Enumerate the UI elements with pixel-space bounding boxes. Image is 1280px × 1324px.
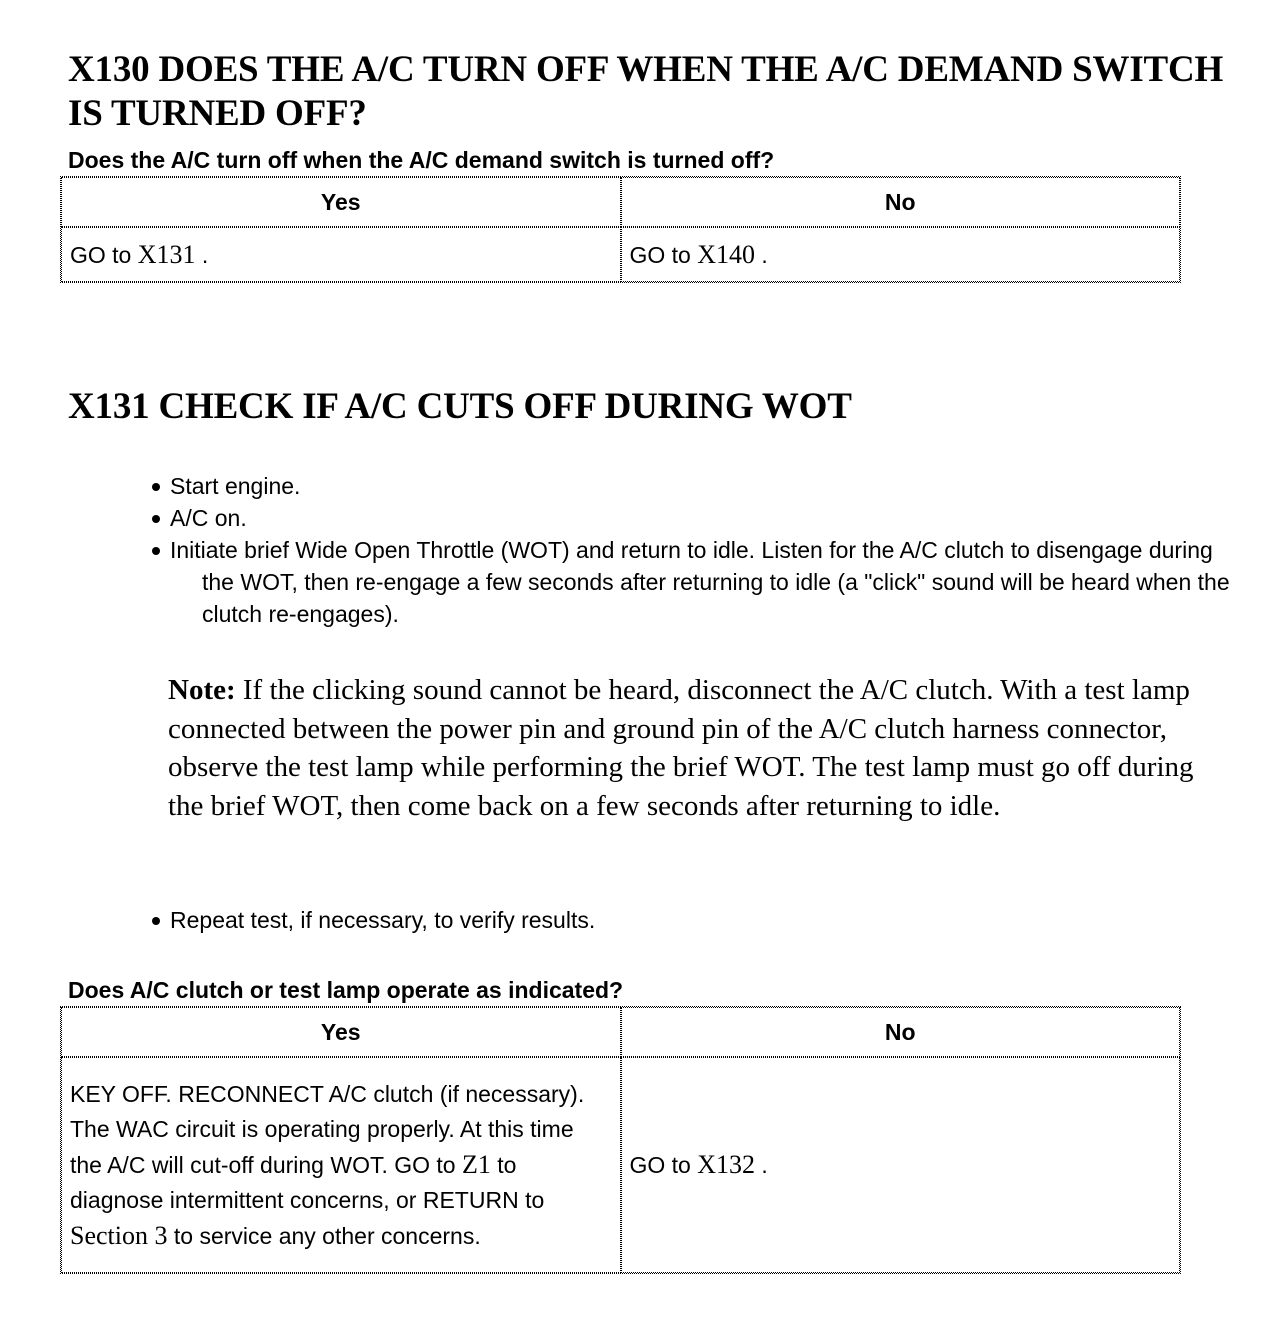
- yes-cell-text-1: KEY OFF. RECONNECT A/C clutch (if necessary). The WAC circuit is operating properly. At this time the A/C will cut-off during WOT. GO to: [70, 1080, 585, 1178]
- section-x130-heading: X130 DOES THE A/C TURN OFF WHEN THE A/C DEMAND SWITCH IS TURNED OFF?: [68, 49, 1224, 134]
- step-text: A/C on.: [170, 505, 247, 531]
- goto-x132-link[interactable]: X132: [697, 1150, 756, 1179]
- table-row: [61, 1057, 1180, 1273]
- no-cell-prefix: GO to: [629, 241, 698, 268]
- no-cell-suffix: .: [755, 1152, 768, 1178]
- note-label: Note:: [168, 674, 236, 706]
- list-item: [150, 470, 1230, 502]
- bullet-icon: [152, 515, 160, 523]
- list-item: [150, 502, 1230, 534]
- yes-cell-text-3: to service any other concerns.: [167, 1222, 481, 1249]
- section-x130-answer-table: [60, 176, 1181, 283]
- no-cell-suffix: .: [755, 241, 768, 268]
- step-text: Initiate brief Wide Open Throttle (WOT) and return to idle. Listen for the A/C clutch to disengage during the WOT, then re-engage a few seconds after returning to idle (a "click" sound will be heard when the clutch re-engages).: [170, 537, 1230, 627]
- list-item: [150, 904, 1230, 936]
- yes-cell-text-2: to diagnose intermittent concerns, or RETURN to: [70, 1151, 545, 1213]
- yes-column-header: Yes: [61, 177, 621, 227]
- table-row: [61, 227, 1180, 282]
- yes-cell: [61, 227, 621, 282]
- bullet-icon: [152, 483, 160, 491]
- no-column-header: No: [621, 1007, 1181, 1057]
- section-x131-answer-table: [60, 1006, 1181, 1274]
- section-x130-question: Does the A/C turn off when the A/C demand switch is turned off?: [68, 147, 775, 173]
- yes-cell-suffix: .: [195, 241, 209, 268]
- note-text: If the clicking sound cannot be heard, disconnect the A/C clutch. With a test lamp connected between the power pin and ground pin of the A/C clutch harness connector, observe the test lamp while performing the brief WOT. The test lamp must go off during the brief WOT, then come back on a few seconds after returning to idle.: [168, 674, 1194, 822]
- note-block: [168, 671, 1230, 825]
- bullet-icon: [152, 917, 160, 925]
- no-column-header: No: [621, 177, 1181, 227]
- no-cell: [621, 227, 1181, 282]
- yes-column-header: Yes: [61, 1007, 621, 1057]
- goto-z1-link[interactable]: Z1: [462, 1149, 491, 1179]
- final-steps-list: [150, 904, 1230, 936]
- list-item: [150, 534, 1230, 630]
- yes-cell-prefix: GO to: [70, 241, 138, 268]
- section-3-link[interactable]: Section 3: [70, 1220, 168, 1250]
- step-text: Start engine.: [170, 473, 301, 499]
- goto-x140-link[interactable]: X140: [697, 239, 756, 269]
- procedure-steps-list: [150, 470, 1230, 630]
- step-text: Repeat test, if necessary, to verify results.: [170, 907, 596, 933]
- no-cell-prefix: GO to: [629, 1152, 698, 1178]
- section-x131-heading: X131 CHECK IF A/C CUTS OFF DURING WOT: [68, 386, 852, 427]
- goto-x131-link[interactable]: X131: [137, 239, 196, 269]
- yes-cell: [61, 1057, 621, 1273]
- section-x131-question: Does A/C clutch or test lamp operate as indicated?: [68, 977, 624, 1003]
- table-header-row: [61, 1007, 1180, 1057]
- table-header-row: [61, 177, 1180, 227]
- bullet-icon: [152, 547, 160, 555]
- no-cell: [621, 1057, 1181, 1273]
